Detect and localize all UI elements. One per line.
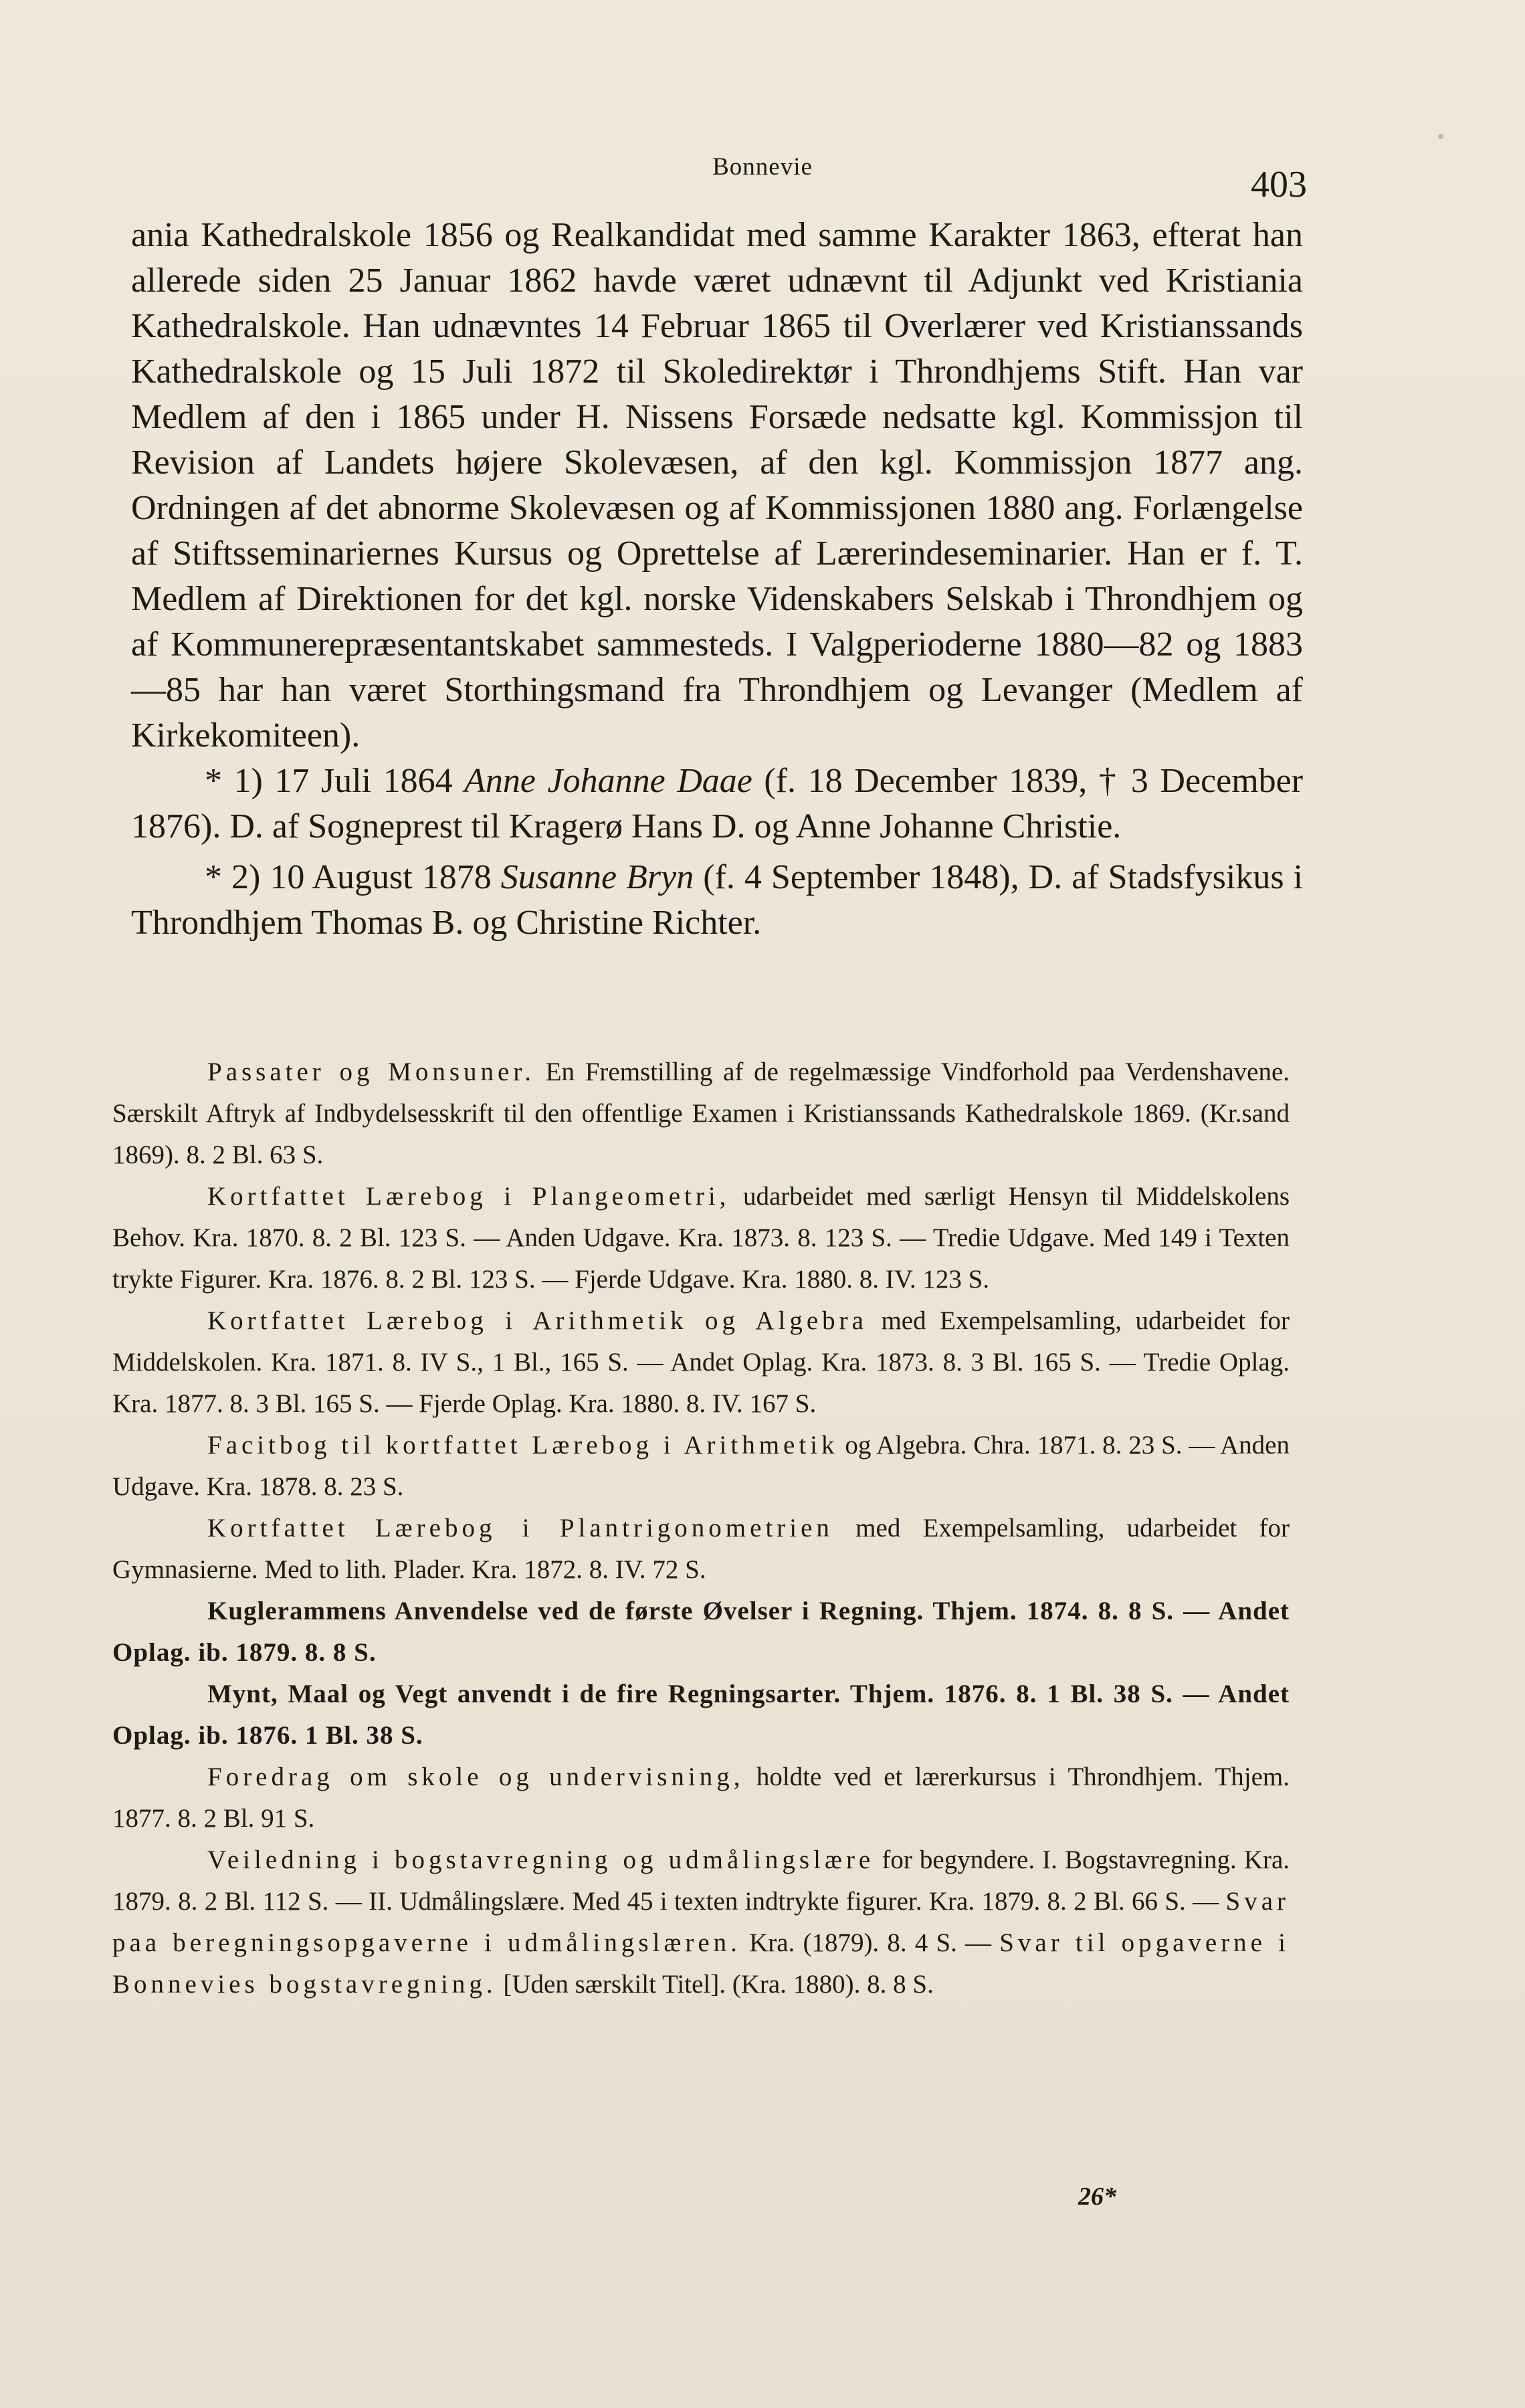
first-marriage-date: * 1) 17 Juli 1864 [205, 762, 453, 800]
page-number: 403 [1251, 164, 1307, 205]
career-paragraph: ania Kathedralskole 1856 og Realkandidat med samme Karakter 1863, efterat han allerede siden 25 Januar 1862 havde været udnævnt til Adjunkt ved Kristiania Kathedralskole. Han udnævntes 14 Februar 1865 til Overlærer ved Kristianssands Kathedralskole og 15 Juli 1872 til Skoledirektør i Throndhjems Stift. Han var Medlem af den i 1865 under H. Nissens Forsæde nedsatte kgl. Kommissjon til Revision af Landets højere Skolevæsen, af den kgl. Kommissjon 1877 ang. Ordningen af det abnorme Skolevæsen og af Kommissjonen 1880 ang. Forlængelse af Stiftsseminariernes Kursus og Oprettelse af Lærerindeseminarier. Han er f. T. Medlem af Direktionen for det kgl. norske Videnskabers Selskab i Throndhjem og af Kommunerepræsentantskabet sammesteds. I Valgperioderne 1880—82 og 1883—85 har han været Storthingsmand fra Throndhjem og Levanger (Medlem af Kirkekomiteen). [131, 216, 1303, 755]
work-entry [112, 1839, 1290, 2005]
work-details: Kra. (1879). 8. 4 S. — [749, 1928, 992, 1957]
work-details: og Algebra. Chra. 1871. 8. 23 S. — Anden Udgave. Kra. 1878. 8. 23 S. [112, 1431, 1290, 1501]
work-details: med Exempelsamling, udarbeidet for Gymnasierne. Med to lith. Plader. Kra. 1872. 8. IV. 72 S. [112, 1514, 1290, 1584]
biography-section [131, 213, 1303, 946]
work-title: Kuglerammens Anvendelse ved de første Øvelser i Regning. [207, 1597, 924, 1625]
work-details: med Exempelsamling, udarbeidet for Middelskolen. Kra. 1871. 8. IV S., 1 Bl., 165 S. — Andet Oplag. Kra. 1873. 8. 3 Bl. 165 S. — Tredie Oplag. Kra. 1877. 8. 3 Bl. 165 S. — Fjerde Oplag. Kra. 1880. 8. IV. 167 S. [112, 1306, 1290, 1418]
work-title: Facitbog til kortfattet Lærebog i Arithmetik [207, 1431, 839, 1460]
work-title: Foredrag om skole og undervisning, [207, 1763, 744, 1791]
work-entry [112, 1425, 1290, 1508]
paper-stain [1438, 134, 1443, 139]
work-entry-fraktur [112, 1674, 1290, 1757]
work-title: Veiledning i bogstavregning og udmålingslære [207, 1845, 875, 1874]
signature-mark: 26* [1078, 2183, 1116, 2211]
work-details: holdte ved et lærerkursus i Throndhjem. Thjem. 1877. 8. 2 Bl. 91 S. [112, 1763, 1290, 1833]
second-marriage [131, 855, 1303, 946]
work-entry [112, 1176, 1290, 1300]
work-details: for begyndere. I. Bogstavregning. Kra. 1879. 8. 2 Bl. 112 S. — II. Udmålingslære. Med 45 i texten indtrykte figurer. Kra. 1879. 8. 2 Bl. 66 S. — [112, 1845, 1290, 1916]
work-details: [Uden særskilt Titel]. (Kra. 1880). 8. 8 S. [503, 1970, 934, 1999]
work-entry [112, 1757, 1290, 1839]
first-marriage-details: (f. 18 December 1839, † 3 December 1876). D. af Sogneprest til Kragerø Hans D. og Anne Johanne Christie. [131, 762, 1304, 845]
first-marriage [131, 759, 1303, 849]
bibliography-section [112, 1051, 1290, 2005]
work-details: En Fremstilling af de regelmæssige Vindforhold paa Verdenshavene. Særskilt Aftryk af Indbydelsesskrift til den offentlige Examen i Kristianssands Kathedralskole 1869. (Kr.sand 1869). 8. 2 Bl. 63 S. [112, 1058, 1290, 1169]
second-marriage-details: (f. 4 September 1848), D. af Stadsfysikus i Throndhjem Thomas B. og Christine Richter. [131, 858, 1304, 942]
work-details: Thjem. 1876. 8. 1 Bl. 38 S. — Andet Oplag. ib. 1876. 1 Bl. 38 S. [112, 1680, 1290, 1750]
work-subtitle: Svar paa beregningsopgaverne i udmålingslæren. [112, 1887, 1290, 1957]
work-entry-fraktur [112, 1591, 1290, 1674]
second-spouse-name: Susanne Bryn [500, 858, 694, 896]
work-title: Passater og Monsuner. [207, 1058, 535, 1086]
second-marriage-date: * 2) 10 August 1878 [205, 858, 492, 896]
work-entry [112, 1300, 1290, 1425]
work-title: Kortfattet Lærebog i Plangeometri, [207, 1182, 730, 1211]
work-title: Kortfattet Lærebog i Arithmetik og Algebra [207, 1306, 868, 1335]
work-subtitle: Svar til opgaverne i Bonnevies bogstavregning. [112, 1928, 1290, 1999]
work-title: Mynt, Maal og Vegt anvendt i de fire Regningsarter. [207, 1680, 841, 1708]
work-entry [112, 1051, 1290, 1176]
running-head: Bonnevie [712, 153, 813, 181]
work-title: Kortfattet Lærebog i Plantrigonometrien [207, 1514, 833, 1542]
first-spouse-name: Anne Johanne Daae [464, 762, 752, 800]
work-entry [112, 1508, 1290, 1591]
work-details: udarbeidet med særligt Hensyn til Middelskolens Behov. Kra. 1870. 8. 2 Bl. 123 S. — Anden Udgave. Kra. 1873. 8. 123 S. — Tredie Udgave. Med 149 i Texten trykte Figurer. Kra. 1876. 8. 2 Bl. 123 S. — Fjerde Udgave. Kra. 1880. 8. IV. 123 S. [112, 1182, 1290, 1294]
work-details: Thjem. 1874. 8. 8 S. — Andet Oplag. ib. 1879. 8. 8 S. [112, 1597, 1290, 1667]
